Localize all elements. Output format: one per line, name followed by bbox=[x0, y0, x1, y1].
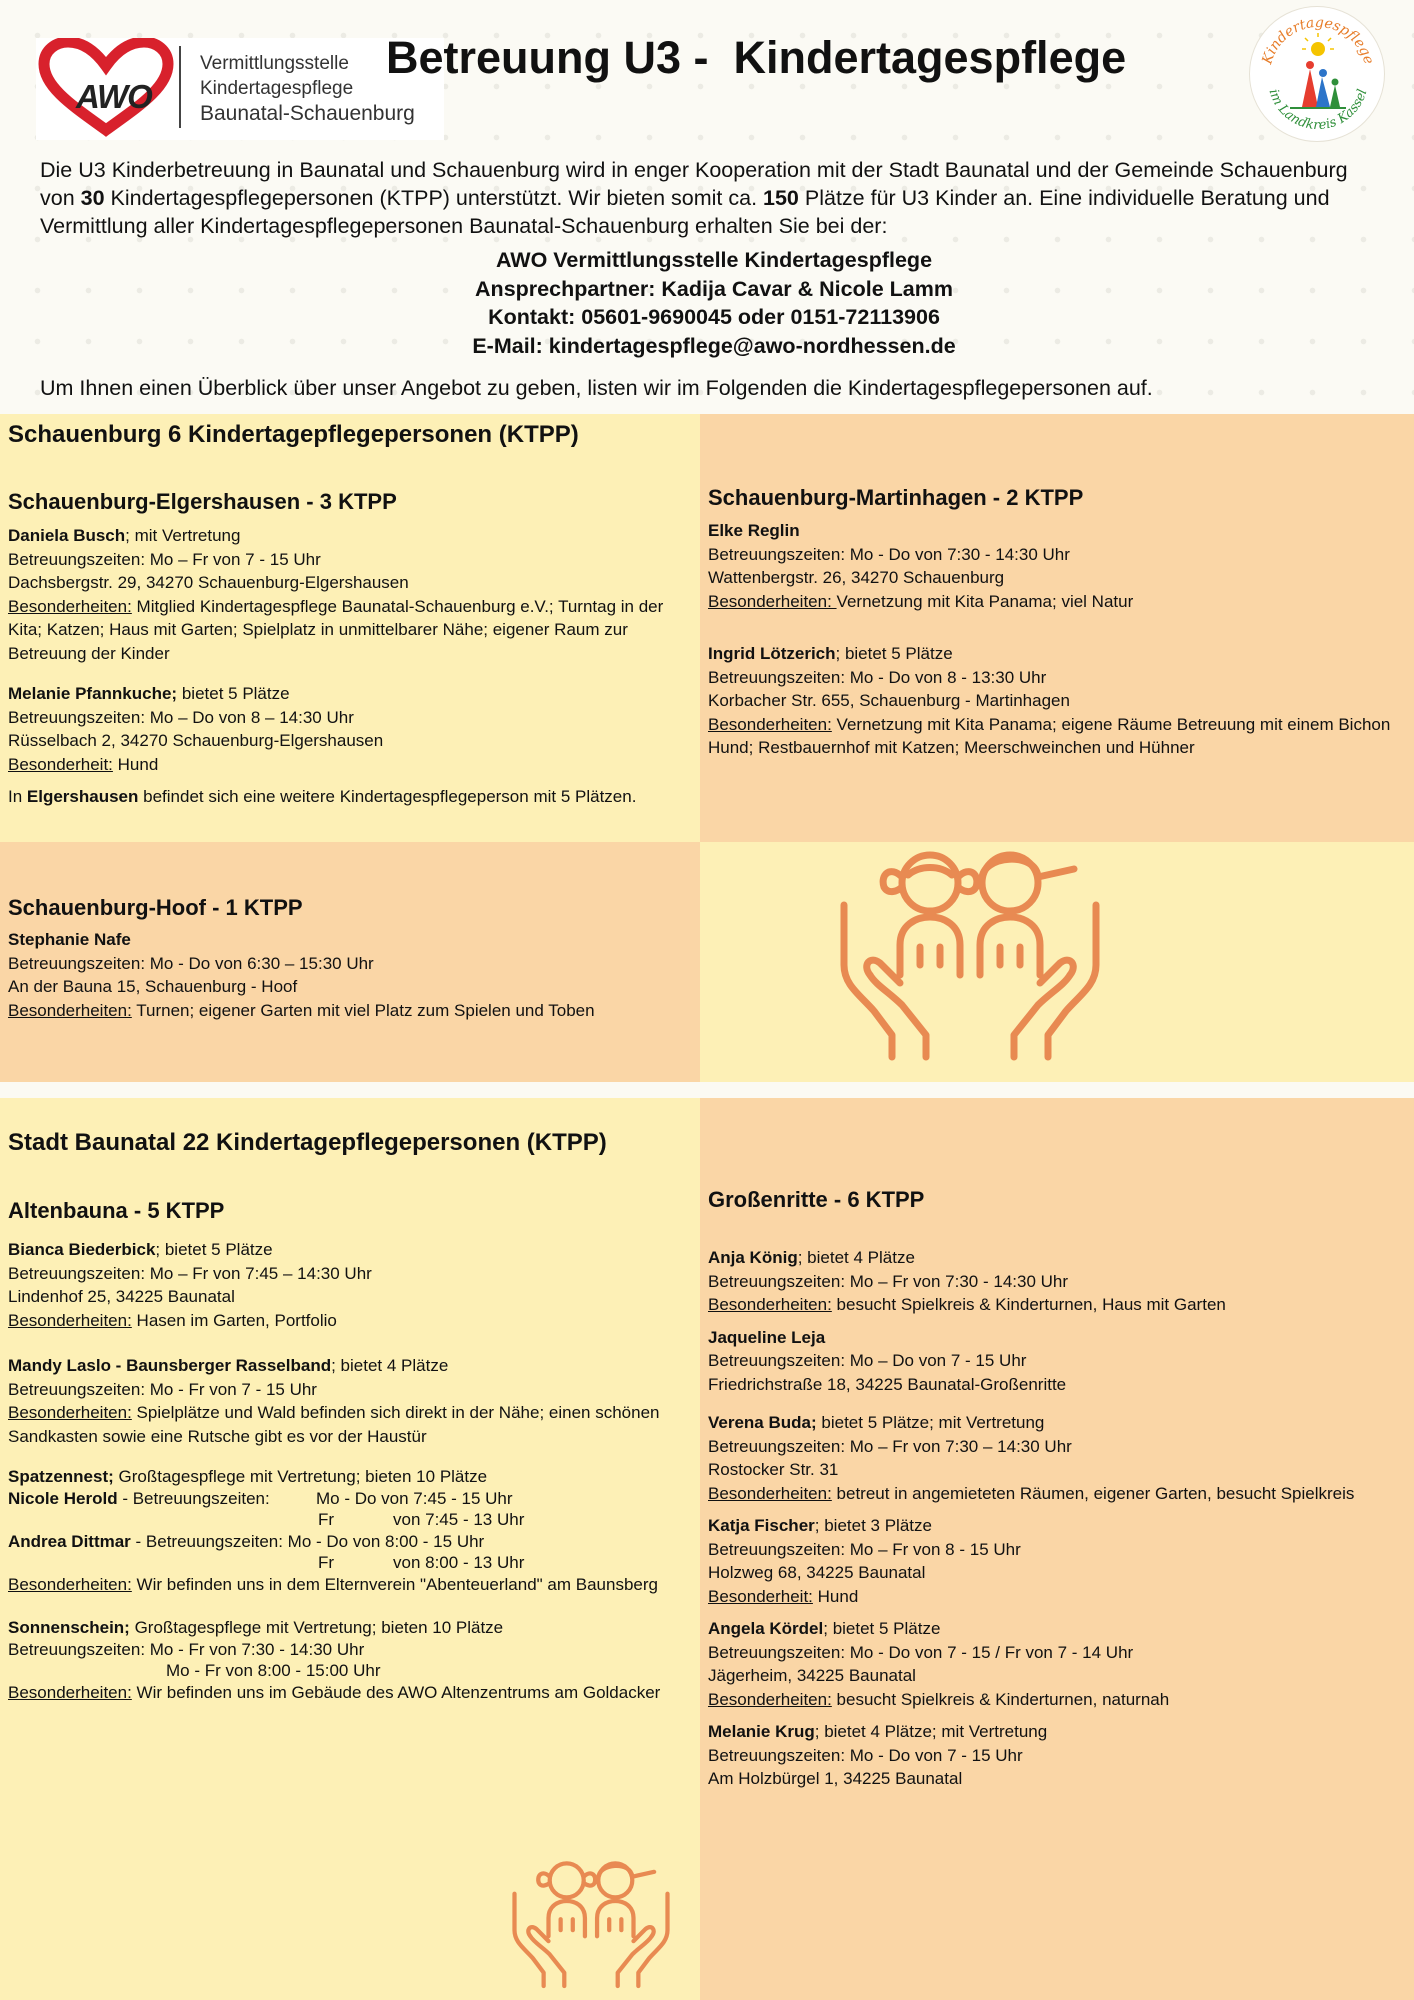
person-times: von 8:00 - 13 Uhr bbox=[393, 1553, 525, 1572]
list-item bbox=[8, 524, 698, 665]
kindertagespflege-logo-icon bbox=[1250, 7, 1386, 143]
group-name: Sonnenschein; bbox=[8, 1618, 130, 1637]
person-address: Friedrichstraße 18, 34225 Baunatal-Großenritte bbox=[708, 1374, 1067, 1394]
person-name: Nicole Herold bbox=[8, 1488, 118, 1508]
person-address: Am Holzbürgel 1, 34225 Baunatal bbox=[708, 1769, 963, 1788]
contact-email[interactable]: E-Mail: kindertagespflege@awo-nordhessen.de bbox=[472, 333, 956, 358]
awo-logo-line1: Vermittlungsstelle bbox=[200, 53, 349, 74]
altenbauna-list bbox=[8, 1238, 688, 1703]
intro-paragraph bbox=[40, 156, 1380, 240]
person-times: Betreuungszeiten: Mo – Fr von 7:30 – 14:30 Uhr bbox=[708, 1436, 1072, 1456]
features-text: Turnen; eigener Garten mit viel Platz zum Spielen und Toben bbox=[131, 1000, 595, 1020]
page-title: Betreuung U3 - Kindertagespflege bbox=[386, 32, 1127, 83]
features-label: Besonderheiten: bbox=[8, 1682, 132, 1702]
awo-logo-line3: Baunatal-Schauenburg bbox=[200, 102, 415, 125]
overview-text: Um Ihnen einen Überblick über unser Angebot zu geben, listen wir im Folgenden die Kindertagespflegepersonen auf. bbox=[40, 376, 1153, 400]
person-times: Betreuungszeiten: Mo – Fr von 7:30 - 14:30 Uhr bbox=[708, 1271, 1069, 1291]
person-address: Korbacher Str. 655, Schauenburg - Martinhagen bbox=[708, 691, 1070, 710]
person-info: ; mit Vertretung bbox=[125, 526, 241, 545]
features-label: Besonderheiten: bbox=[708, 714, 832, 734]
ktp-logo-bottom-text: im Landkreis Kassel bbox=[1265, 87, 1371, 134]
grossenritte-list bbox=[708, 1246, 1408, 1791]
features-label: Besonderheiten: bbox=[8, 596, 132, 616]
features-label: Besonderheiten: bbox=[8, 1000, 132, 1020]
elgershausen-list bbox=[8, 524, 698, 809]
awo-logo-line2: Kindertagespflege bbox=[200, 78, 354, 99]
person-info: ; bietet 5 Plätze bbox=[155, 1240, 273, 1259]
note-text-1: In bbox=[8, 787, 27, 806]
features-label: Besonderheiten: bbox=[708, 1483, 832, 1503]
person-times: - Betreuungszeiten: Mo - Do von 8:00 - 15 Uhr bbox=[130, 1531, 485, 1551]
girl-body-icon bbox=[900, 917, 960, 975]
features-text: Vernetzung mit Kita Panama; viel Natur bbox=[836, 591, 1134, 611]
person-info: ; bietet 5 Plätze bbox=[835, 644, 953, 663]
person-address: Rüsselbach 2, 34270 Schauenburg-Elgershausen bbox=[8, 731, 384, 750]
person-address: An der Bauna 15, Schauenburg - Hoof bbox=[8, 977, 298, 996]
features-text: besucht Spielkreis & Kinderturnen, naturnah bbox=[831, 1689, 1170, 1709]
person-name: Jaqueline Leja bbox=[708, 1327, 826, 1347]
children-hands-illustration bbox=[830, 825, 1110, 1065]
group-name: Spatzennest; bbox=[8, 1467, 114, 1486]
contact-persons: Ansprechpartner: Kadija Cavar & Nicole Lamm bbox=[475, 276, 953, 301]
person-name: Andrea Dittmar bbox=[8, 1531, 131, 1551]
features-text: Mitglied Kindertagespflege Baunatal-Schauenburg e.V.; Turntag in der Kita; Katzen; Haus mit Garten; Spielplatz in unmittelbarer Nähe; eigener Raum zur Betreuung der Kinder bbox=[8, 596, 664, 663]
boy-body-icon bbox=[980, 917, 1040, 975]
person-name: Katja Fischer bbox=[708, 1516, 815, 1535]
svg-text:im Landkreis Kassel bbox=[1265, 88, 1370, 133]
ktp-logo-family-icon bbox=[1290, 61, 1346, 108]
person-times: Mo - Fr von 8:00 - 15:00 Uhr bbox=[166, 1661, 381, 1680]
features-label: Besonderheit: bbox=[8, 754, 113, 774]
list-item bbox=[708, 1411, 1408, 1505]
person-times: Betreuungszeiten: Mo - Fr von 7 - 15 Uhr bbox=[8, 1379, 317, 1399]
note-place: Elgershausen bbox=[26, 787, 139, 806]
person-address: Dachsbergstr. 29, 34270 Schauenburg-Elgershausen bbox=[8, 573, 409, 592]
list-item bbox=[708, 519, 1408, 613]
features-text: Vernetzung mit Kita Panama; eigene Räume Betreuung mit einem Bichon Hund; Restbauernhof mit Katzen; Meerschweinchen und Hühner bbox=[708, 714, 1391, 757]
features-text: besucht Spielkreis & Kinderturnen, Haus mit Garten bbox=[831, 1295, 1226, 1314]
children-hands-illustration-small bbox=[506, 1838, 676, 1998]
features-text: Hasen im Garten, Portfolio bbox=[131, 1310, 337, 1330]
ktp-logo-top-text: Kindertagespflege bbox=[1259, 14, 1377, 67]
kindertagespflege-logo bbox=[1249, 6, 1385, 142]
list-item bbox=[708, 642, 1408, 760]
person-times: von 7:45 - 13 Uhr bbox=[393, 1510, 525, 1529]
person-name: Stephanie Nafe bbox=[8, 930, 131, 949]
person-times: Betreuungszeiten: Mo - Do von 7:30 - 14:30 Uhr bbox=[708, 544, 1070, 564]
intro-ktpp-count: 30 bbox=[80, 186, 105, 210]
person-times: Betreuungszeiten: Mo - Fr von 7:30 - 14:30 Uhr bbox=[8, 1639, 365, 1659]
ktp-logo-sun-icon bbox=[1302, 33, 1334, 56]
person-times: Betreuungszeiten: Mo - Do von 8 - 13:30 Uhr bbox=[708, 667, 1047, 687]
features-text: Wir befinden uns im Gebäude des AWO Altenzentrums am Goldacker bbox=[131, 1682, 661, 1702]
person-info: ; bietet 5 Plätze bbox=[823, 1619, 941, 1638]
boy-cap-icon bbox=[982, 859, 1074, 879]
person-times: Betreuungszeiten: Mo – Fr von 7:45 – 14:30 Uhr bbox=[8, 1263, 372, 1283]
intro-text-3: Plätze für U3 Kinder an. Eine individuelle Beratung und Vermittlung aller Kindertagespflegepersonen Baunatal-Schauenburg erhalten Sie bei der: bbox=[40, 186, 1330, 238]
left-hand-icon bbox=[844, 905, 892, 1057]
person-info: ; bietet 4 Plätze bbox=[797, 1248, 915, 1267]
list-item bbox=[708, 1246, 1408, 1317]
awo-logo bbox=[36, 38, 444, 140]
person-name: Verena Buda; bbox=[708, 1413, 817, 1432]
features-text: betreut in angemieteten Räumen, eigener Garten, besucht Spielkreis bbox=[831, 1483, 1355, 1503]
list-item bbox=[8, 1354, 688, 1448]
hoof-list bbox=[8, 928, 698, 1022]
person-name: Angela Kördel bbox=[708, 1619, 824, 1638]
martinhagen-title: Schauenburg-Martinhagen - 2 KTPP bbox=[708, 485, 1084, 510]
person-address: Holzweg 68, 34225 Baunatal bbox=[708, 1563, 926, 1582]
person-times: Betreuungszeiten: Mo – Do von 7 - 15 Uhr bbox=[708, 1351, 1027, 1370]
person-name: Ingrid Lötzerich bbox=[708, 644, 836, 663]
person-times: Mo - Do von 7:45 - 15 Uhr bbox=[316, 1488, 513, 1508]
features-label: Besonderheiten: bbox=[708, 1295, 832, 1314]
friday-label: Fr bbox=[318, 1553, 335, 1572]
person-name: Melanie Pfannkuche; bbox=[8, 684, 178, 703]
list-item bbox=[8, 928, 698, 1022]
person-name: Daniela Busch bbox=[8, 526, 126, 545]
group-info: Großtagespflege mit Vertretung; bieten 10 Plätze bbox=[113, 1467, 488, 1486]
group-info: Großtagespflege mit Vertretung; bieten 10 Plätze bbox=[129, 1618, 504, 1637]
list-item bbox=[8, 1617, 688, 1703]
list-item bbox=[8, 1466, 688, 1595]
person-name: Bianca Biederbick bbox=[8, 1240, 156, 1259]
grossenritte-title: Großenritte - 6 KTPP bbox=[708, 1187, 925, 1212]
person-address: Wattenbergstr. 26, 34270 Schauenburg bbox=[708, 568, 1005, 587]
features-text: Hund bbox=[112, 754, 159, 774]
elgershausen-note bbox=[8, 785, 698, 809]
list-item bbox=[708, 1326, 1408, 1397]
contact-block bbox=[0, 246, 1414, 360]
features-label: Besonderheiten: bbox=[8, 1403, 132, 1422]
features-label: Besonderheiten: bbox=[708, 591, 837, 611]
features-text: Wir befinden uns in dem Elternverein "Abenteuerland" am Baunsberg bbox=[131, 1574, 658, 1594]
schauenburg-section-title: Schauenburg 6 Kindertagepflegepersonen (KTPP) bbox=[8, 421, 579, 448]
person-times: Betreuungszeiten: Mo - Do von 6:30 – 15:30 Uhr bbox=[8, 953, 374, 973]
list-item bbox=[708, 1514, 1408, 1608]
person-info: ; bietet 3 Plätze bbox=[814, 1516, 932, 1535]
features-label: Besonderheiten: bbox=[8, 1574, 132, 1594]
hoof-title: Schauenburg-Hoof - 1 KTPP bbox=[8, 895, 303, 920]
right-hand-icon bbox=[1048, 905, 1096, 1057]
features-text: Spielplätze und Wald befinden sich direkt in der Nähe; einen schönen Sandkasten sowie eine Rutsche gibt es vor der Haustür bbox=[8, 1403, 660, 1446]
svg-text:Kindertagespflege bbox=[1259, 15, 1377, 67]
contact-org: AWO Vermittlungsstelle Kindertagespflege bbox=[495, 248, 933, 272]
list-item bbox=[708, 1720, 1408, 1791]
person-address: Jägerheim, 34225 Baunatal bbox=[708, 1666, 916, 1685]
awo-logo-divider bbox=[179, 46, 181, 128]
list-item bbox=[708, 1617, 1408, 1711]
girl-head-icon bbox=[902, 855, 958, 911]
features-label: Besonderheiten: bbox=[708, 1689, 832, 1709]
note-text-2: befindet sich eine weitere Kindertagespflegeperson mit 5 Plätzen. bbox=[138, 787, 637, 806]
elgershausen-title: Schauenburg-Elgershausen - 3 KTPP bbox=[8, 489, 397, 514]
person-name: Melanie Krug bbox=[708, 1722, 815, 1741]
header bbox=[0, 0, 1414, 414]
person-name: Elke Reglin bbox=[708, 521, 800, 540]
person-times: Betreuungszeiten: Mo – Do von 8 – 14:30 Uhr bbox=[8, 707, 354, 727]
person-name: Anja König bbox=[708, 1248, 798, 1267]
features-label: Besonderheiten: bbox=[8, 1310, 132, 1330]
list-item bbox=[8, 682, 698, 776]
person-address: Lindenhof 25, 34225 Baunatal bbox=[8, 1287, 235, 1306]
baunatal-section-title: Stadt Baunatal 22 Kindertagepflegepersonen (KTPP) bbox=[8, 1129, 607, 1156]
person-info: bietet 5 Plätze bbox=[177, 684, 290, 703]
person-times: Betreuungszeiten: Mo – Fr von 7 - 15 Uhr bbox=[8, 549, 321, 569]
intro-places-count: 150 bbox=[763, 186, 799, 210]
person-address: Rostocker Str. 31 bbox=[708, 1460, 839, 1479]
person-times-label: - Betreuungszeiten: bbox=[117, 1488, 270, 1508]
altenbauna-title: Altenbauna - 5 KTPP bbox=[8, 1198, 225, 1223]
person-times: Betreuungszeiten: Mo - Do von 7 - 15 / Fr von 7 - 14 Uhr bbox=[708, 1642, 1134, 1662]
awo-logo-word: AWO bbox=[76, 78, 152, 115]
person-info: ; bietet 4 Plätze bbox=[331, 1356, 449, 1375]
person-times: Betreuungszeiten: Mo – Fr von 8 - 15 Uhr bbox=[708, 1539, 1021, 1559]
person-name: Mandy Laslo - Baunsberger Rasselband bbox=[8, 1356, 332, 1375]
list-item bbox=[8, 1238, 688, 1332]
features-text: Hund bbox=[812, 1586, 859, 1606]
intro-text-2: Kindertagespflegepersonen (KTPP) unterstützt. Wir bieten somit ca. bbox=[104, 186, 764, 210]
person-info: ; bietet 4 Plätze; mit Vertretung bbox=[814, 1722, 1048, 1741]
features-label: Besonderheit: bbox=[708, 1586, 813, 1606]
contact-phone: Kontakt: 05601-9690045 oder 0151-72113906 bbox=[488, 305, 940, 329]
person-times: Betreuungszeiten: Mo - Do von 7 - 15 Uhr bbox=[708, 1745, 1023, 1765]
friday-label: Fr bbox=[318, 1510, 335, 1529]
martinhagen-list bbox=[708, 519, 1408, 760]
person-info: bietet 5 Plätze; mit Vertretung bbox=[816, 1413, 1045, 1432]
intro-text-1: Die U3 Kinderbetreuung in Baunatal und Schauenburg wird in enger Kooperation mit der Stadt Baunatal und der Gemeinde Schauenburg von bbox=[40, 158, 1348, 210]
